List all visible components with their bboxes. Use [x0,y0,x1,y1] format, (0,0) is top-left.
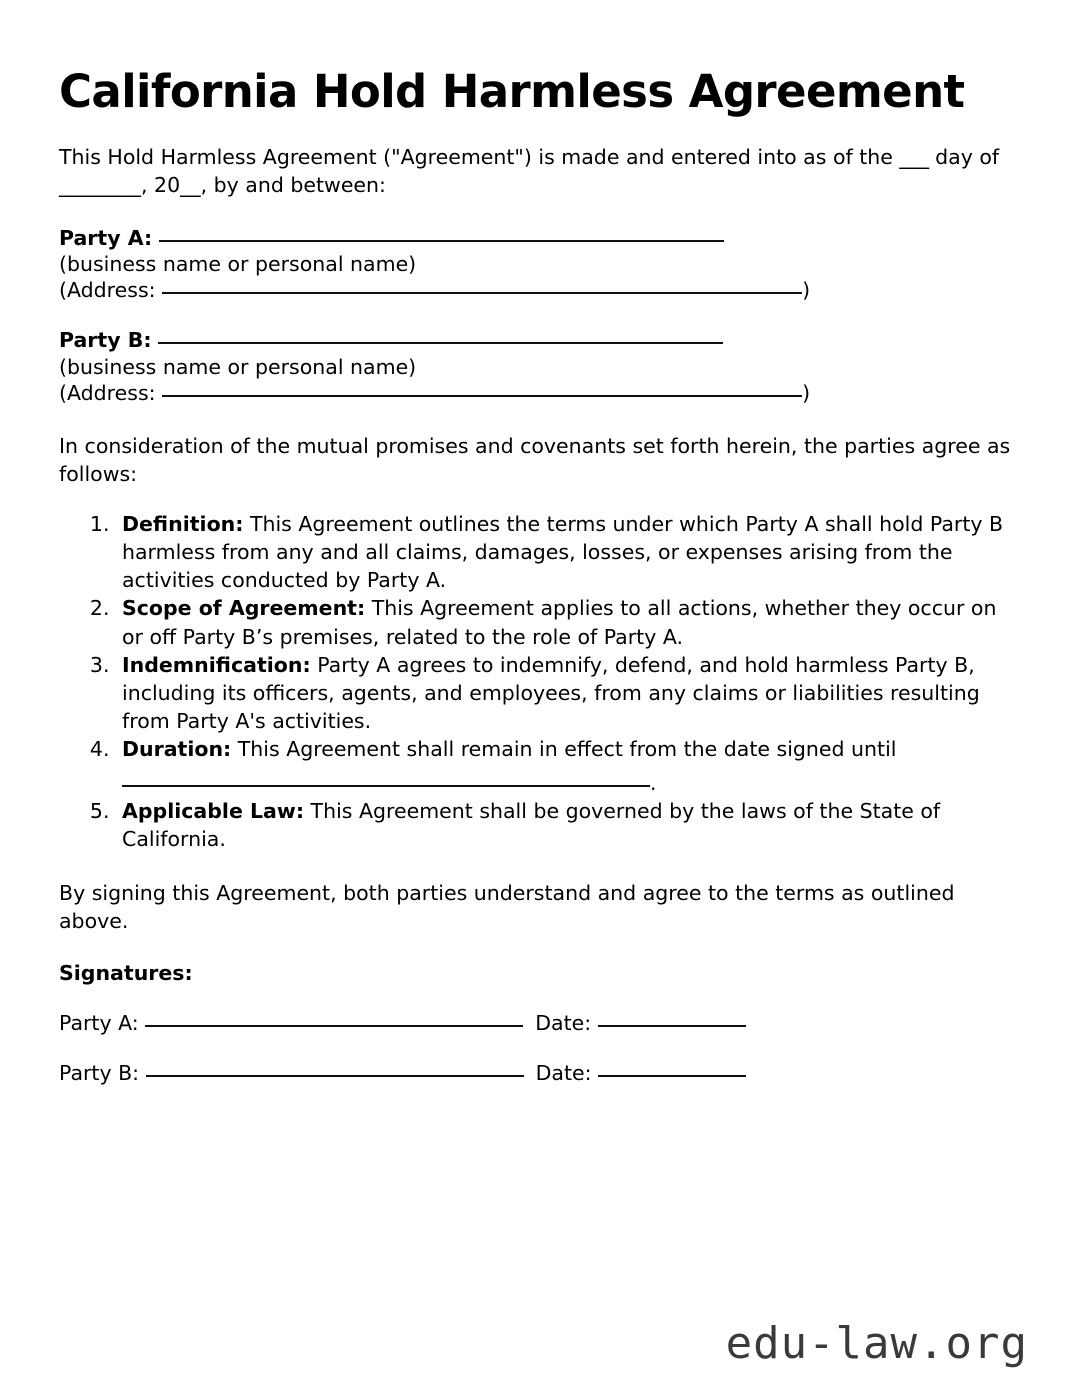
party-a-address-close: ) [802,278,811,303]
term-item-scope [116,594,1015,650]
intro-month-blank: ________ [59,172,141,197]
party-b-address-label: (Address: [59,380,156,405]
party-a-descriptor-text: (business name or personal name) [59,251,417,276]
signature-blank-party-b [146,1075,524,1077]
term-label-indemnification: Indemnification: [122,652,311,677]
terms-list [59,510,1015,853]
term-item-definition [116,510,1015,594]
term-label-duration: Duration: [122,736,232,761]
term-item-indemnification [116,651,1015,735]
party-b-name-row [59,327,1015,353]
signature-label-party-b: Party B: [59,1061,140,1086]
party-b-address-blank [162,395,802,397]
party-a-descriptor [59,251,1015,277]
party-b-descriptor-text: (business name or personal name) [59,354,417,379]
signature-label-party-a: Party A: [59,1011,139,1036]
party-a-address-row [59,277,1015,303]
duration-blank [122,785,650,787]
term-item-applicable-law [116,797,1015,853]
party-b-label: Party B: [59,328,152,353]
intro-text-before-day: This Hold Harmless Agreement ("Agreement") is made and entered into as of the [59,144,900,169]
term-body-indemnification: Party A agrees to indemnify, defend, and hold harmless Party B, including its officers, agents, and employees, from any claims or liabilities resulting from Party A's activities. [122,652,980,733]
term-body-applicable-law: This Agreement shall be governed by the laws of the State of California. [122,799,941,852]
party-a-name-row [59,225,1015,251]
term-body-definition: This Agreement outlines the terms under which Party A shall hold Party B harmless from any and all claims, damages, losses, or expenses arising from the activities conducted by Party A. [122,512,1004,593]
term-label-scope: Scope of Agreement: [122,596,366,621]
closing-paragraph: By signing this Agreement, both parties understand and agree to the terms as outlined above. [59,881,955,934]
party-b-address-row [59,380,1015,406]
term-body-duration: This Agreement shall remain in effect from the date signed until [231,736,897,761]
term-label-definition: Definition: [122,512,244,537]
page-title: California Hold Harmless Agreement [59,65,965,118]
date-label-party-a: Date: [535,1011,592,1036]
term-body-scope: This Agreement applies to all actions, whether they occur on or off Party B’s premises, related to the role of Party A. [122,596,997,649]
signature-row-party-a [59,1011,1015,1035]
party-a-address-label: (Address: [59,278,156,303]
signature-blank-party-a [145,1025,523,1027]
consideration-paragraph: In consideration of the mutual promises and covenants set forth herein, the parties agree as follows: [59,434,1011,487]
site-watermark: edu-law.org [725,1318,1028,1369]
duration-blank-line [122,769,1015,797]
party-a-label: Party A: [59,225,153,250]
term-label-applicable-law: Applicable Law: [122,799,305,823]
party-b-block [59,327,1015,406]
duration-period: . [650,770,657,795]
party-b-name-blank [158,342,723,344]
date-blank-party-b [598,1075,746,1077]
party-a-block [59,225,1015,304]
date-label-party-b: Date: [535,1061,592,1086]
party-b-address-close: ) [802,380,811,405]
intro-year-text: , 20__, by and between: [141,172,386,197]
intro-day-blank: ___ [899,144,929,169]
signatures-heading: Signatures: [59,961,193,986]
party-a-address-blank [162,292,802,294]
intro-paragraph [59,143,1015,199]
date-blank-party-a [598,1025,746,1027]
intro-text-after-day: day of [928,144,1000,169]
party-a-name-blank [159,240,724,242]
party-b-descriptor [59,354,1015,380]
term-item-duration [116,735,1015,797]
signature-row-party-b [59,1061,1015,1085]
